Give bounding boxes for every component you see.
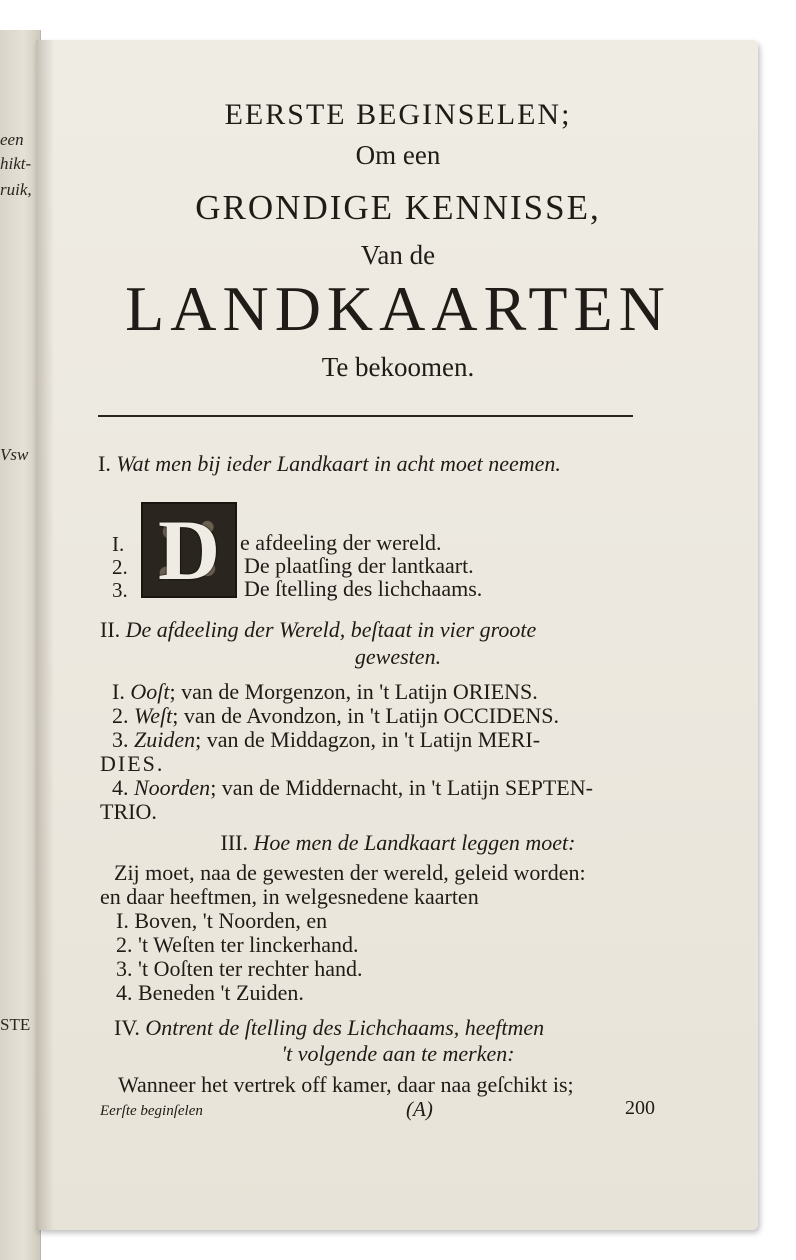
list-item-text: 't Weſten ter linckerhand.	[138, 932, 359, 957]
title-line-1: EERSTE BEGINSELEN;	[224, 98, 572, 131]
section-3-paragraph-line-1: Zij moet, naa de gewesten der wereld, geleid worden:	[114, 860, 586, 885]
facing-page-fragment: Vsw	[0, 445, 29, 464]
list-item	[112, 679, 538, 705]
list-item	[116, 956, 362, 982]
list-item-number: 3.	[116, 956, 133, 981]
list-item-text: e afdeeling der wereld.	[240, 530, 442, 555]
decorated-initial	[141, 502, 237, 598]
section-3-numeral: III.	[220, 830, 248, 855]
section-4-title: Ontrent de ſtelling des Lichchaams, heeftmen	[145, 1015, 545, 1040]
section-4-heading-line-1	[114, 1015, 544, 1041]
list-item-label: Ooſt	[130, 679, 170, 704]
list-item-number: 4.	[116, 980, 133, 1005]
section-2-heading-line-1	[100, 617, 536, 643]
section-2-heading-line-2: gewesten.	[354, 644, 442, 669]
list-item-continuation: TRIO.	[100, 799, 157, 824]
page-reference: 200	[625, 1097, 655, 1119]
list-item-text: De ſtelling des lichchaams.	[244, 576, 483, 601]
list-item-number: 2.	[112, 703, 129, 728]
list-item-text: Boven, 't Noorden, en	[134, 908, 328, 933]
list-item-label: Noorden	[134, 775, 211, 800]
title-rule	[98, 415, 633, 417]
list-item-label: Weſt	[134, 703, 173, 728]
section-2-title: De afdeeling der Wereld, beſtaat in vier groote	[125, 617, 537, 642]
list-item-number: I.	[112, 679, 125, 704]
signature-mark: (A)	[406, 1097, 433, 1121]
section-3-paragraph-line-2: en daar heeftmen, in welgesnedene kaarten	[100, 884, 479, 909]
list-item-number: 3.	[112, 727, 129, 752]
list-item-number: 3.	[112, 578, 128, 602]
facing-page-fragment: ruik,	[0, 180, 32, 199]
section-4-paragraph: Wanneer het vertrek off kamer, daar naa geſchikt is;	[118, 1072, 574, 1097]
list-item-text: ; van de Morgenzon, in 't Latijn ORIENS.	[169, 679, 538, 704]
section-4-numeral: IV.	[114, 1015, 140, 1040]
facing-page-fragment: STE	[0, 1015, 31, 1034]
list-item	[116, 980, 304, 1006]
section-1-numeral: I.	[98, 451, 111, 476]
list-item-text: De plaatſing der lantkaart.	[244, 553, 474, 578]
section-3-title: Hoe men de Landkaart leggen moet:	[253, 830, 576, 855]
facing-page-fragment: een	[0, 130, 24, 149]
list-item-number: 2.	[116, 932, 133, 957]
section-2-numeral: II.	[100, 617, 121, 642]
list-item-text: ; van de Middagzon, in 't Latijn MERI-	[195, 727, 541, 752]
list-item	[112, 727, 540, 753]
title-line-4: Van de	[360, 240, 436, 270]
list-item-number: I.	[112, 532, 125, 556]
title-line-3: GRONDIGE KENNISSE,	[195, 188, 601, 227]
list-item-continuation: DIES.	[100, 751, 165, 776]
list-item	[116, 932, 358, 958]
list-item	[112, 703, 559, 729]
catchline: Eerſte beginſelen	[100, 1103, 203, 1119]
list-item-number: 4.	[112, 775, 129, 800]
list-item-number: I.	[116, 908, 129, 933]
title-line-2: Om een	[355, 140, 441, 170]
list-item	[112, 775, 593, 801]
list-item-text: Beneden 't Zuiden.	[138, 980, 304, 1005]
list-item-text: ; van de Avondzon, in 't Latijn OCCIDENS.	[172, 703, 559, 728]
list-item-text: 't Ooſten ter rechter hand.	[138, 956, 363, 981]
section-1-title: Wat men bij ieder Landkaart in acht moet neemen.	[116, 451, 561, 476]
section-4-heading-line-2: 't volgende aan te merken:	[281, 1041, 515, 1066]
title-line-6: Te bekoomen.	[321, 352, 475, 382]
list-item	[116, 908, 327, 934]
section-3-heading	[0, 830, 796, 856]
initial-letter: D	[157, 502, 221, 598]
list-item-number: 2.	[112, 555, 128, 579]
title-line-5: LANDKAARTEN	[125, 273, 671, 344]
section-1-heading	[98, 451, 561, 477]
list-item-label: Zuiden	[134, 727, 196, 752]
facing-page-fragment: hikt-	[0, 154, 32, 173]
list-item-text: ; van de Middernacht, in 't Latijn SEPTEN-	[210, 775, 593, 800]
